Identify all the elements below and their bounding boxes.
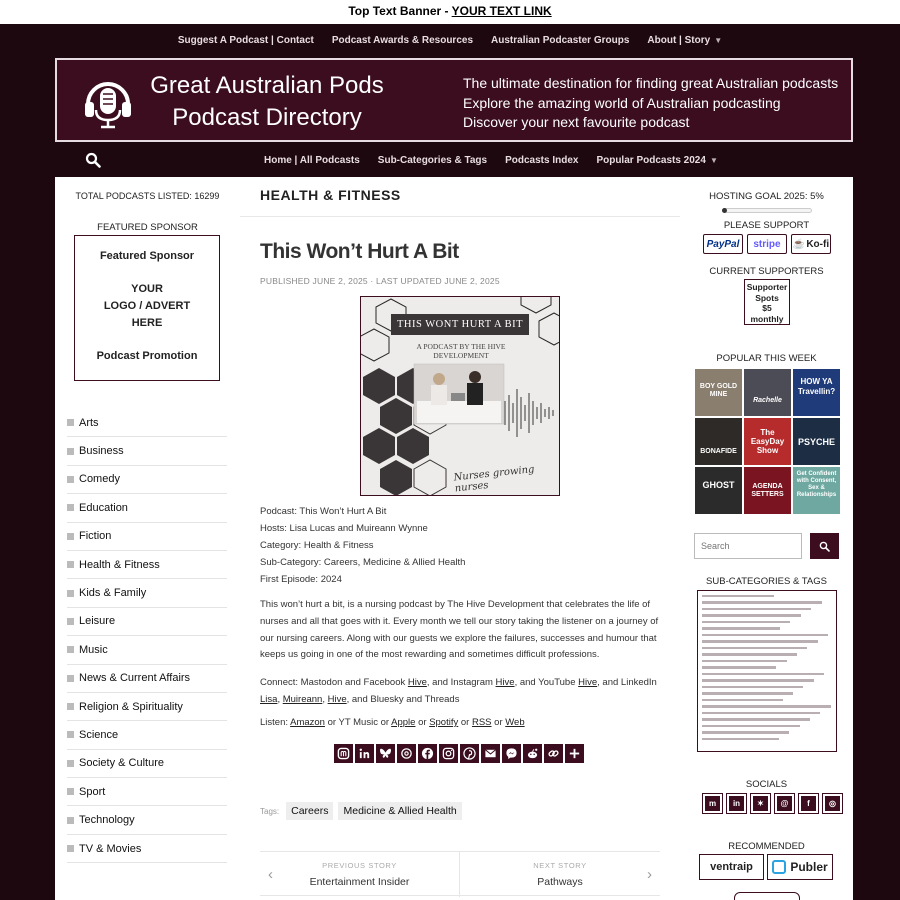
sponsor-line: LOGO / ADVERT <box>103 300 191 312</box>
divider <box>240 216 680 217</box>
top-text-banner <box>0 0 900 24</box>
category-label: Science <box>79 728 119 741</box>
podcast-headphones-logo-icon[interactable] <box>83 74 133 130</box>
category-label: Arts <box>79 416 99 429</box>
category-label: Religion & Spirituality <box>79 700 183 713</box>
bullet-icon <box>67 788 74 795</box>
top-navigation <box>0 24 900 57</box>
subcategory-text-line <box>702 627 780 629</box>
category-list <box>67 409 227 863</box>
category-item-news[interactable] <box>67 665 227 693</box>
bluesky-icon[interactable] <box>376 744 395 763</box>
thumbnail-title: BOY GOLD MINE <box>699 383 738 398</box>
detail-subcategory: Sub-Category: Careers, Medicine & Allied Health <box>260 557 466 568</box>
subcategory-text-line <box>702 692 793 694</box>
text: , <box>322 694 328 705</box>
publer-logo-button[interactable] <box>767 854 833 880</box>
reddit-icon[interactable] <box>523 744 542 763</box>
category-label: Technology <box>79 814 135 827</box>
icon-glyph: f <box>801 796 816 811</box>
subcategories-tags-label: SUB-CATEGORIES & TAGS <box>706 576 827 587</box>
bullet-icon <box>67 504 74 511</box>
popular-this-week-label: POPULAR THIS WEEK <box>716 353 817 364</box>
subcategory-text-line <box>702 712 820 714</box>
category-item-leisure[interactable] <box>67 608 227 636</box>
category-label: Health & Fitness <box>79 558 160 571</box>
post-tags <box>260 802 462 820</box>
banner-text: Top Text Banner - <box>348 4 452 18</box>
subcategory-text-line <box>702 601 822 603</box>
thumbnail-title: The EasyDay Show <box>750 428 785 455</box>
bullet-icon <box>67 419 74 426</box>
bullet-icon <box>67 703 74 710</box>
kofi-cup-icon: ☕ <box>792 238 806 250</box>
thumbnail-title: GHOST <box>702 480 735 490</box>
popular-podcast-thumbnail[interactable] <box>744 418 791 465</box>
subcategory-text-line <box>702 653 797 655</box>
featured-sponsor-box[interactable] <box>74 235 220 381</box>
cover-title: THIS WONT HURT A BIT <box>391 314 529 335</box>
text: , and YouTube <box>514 677 579 688</box>
ventraip-label: ventraip <box>710 861 753 873</box>
category-item-music[interactable] <box>67 636 227 664</box>
post-title: This Won’t Hurt A Bit <box>260 240 459 263</box>
category-label: Comedy <box>79 473 120 486</box>
bullet-icon <box>67 618 74 625</box>
nav-popular-2024[interactable] <box>587 155 726 166</box>
instagram-icon[interactable] <box>439 744 458 763</box>
bullet-icon <box>67 448 74 455</box>
subcategory-text-line <box>702 614 801 616</box>
tagline: Explore the amazing world of Australian podcasting <box>463 94 781 111</box>
link-linkedin-hive[interactable]: Hive <box>327 694 347 705</box>
subcategory-text-line <box>702 725 800 727</box>
category-item-education[interactable] <box>67 494 227 522</box>
paypal-button[interactable] <box>703 234 743 254</box>
sponsor-line: YOUR <box>131 283 163 295</box>
link-apple[interactable]: Apple <box>391 717 416 728</box>
sponsor-line: Featured Sponsor <box>99 250 195 262</box>
text: , and LinkedIn <box>597 677 657 688</box>
listen-links <box>260 717 525 728</box>
category-item-fiction[interactable] <box>67 523 227 551</box>
category-item-tv-movies[interactable] <box>67 835 227 863</box>
kofi-button[interactable] <box>791 234 831 254</box>
text: , and Bluesky and Threads <box>346 694 460 705</box>
subcategory-text-line <box>702 660 787 662</box>
bullet-icon <box>67 590 74 597</box>
recommended-partner-badge[interactable] <box>734 892 800 900</box>
subcategory-text-line <box>702 608 811 610</box>
cover-subtitle: A PODCAST BY THE HIVE DEVELOPMENT <box>416 342 506 360</box>
search-icon <box>819 541 830 552</box>
thumbnail-title: HOW YA Travellin? <box>797 377 836 396</box>
previous-story-label: PREVIOUS STORY <box>322 861 397 870</box>
site-title-line1: Great Australian Pods <box>150 72 384 99</box>
current-supporters-label: CURRENT SUPPORTERS <box>709 266 824 277</box>
link-web[interactable]: Web <box>505 717 525 728</box>
link-linkedin-lisa[interactable]: Lisa <box>260 694 278 705</box>
pinterest-icon[interactable] <box>460 744 479 763</box>
recommended-label: RECOMMENDED <box>728 841 805 852</box>
site-header <box>55 58 853 142</box>
previous-story-link[interactable] <box>260 852 460 897</box>
popular-podcast-thumbnail[interactable] <box>695 467 742 514</box>
linkedin-icon[interactable] <box>726 793 747 814</box>
tagline: The ultimate destination for finding great Australian podcasts <box>463 75 839 91</box>
tag-careers[interactable]: Careers <box>286 802 333 820</box>
main-column <box>240 177 680 900</box>
bullet-icon <box>67 561 74 568</box>
category-item-kids-family[interactable] <box>67 579 227 607</box>
category-item-health-fitness[interactable] <box>67 551 227 579</box>
text: or YT Music or <box>324 717 392 728</box>
subcategory-text-line <box>702 595 774 597</box>
post-meta: PUBLISHED JUNE 2, 2025 · LAST UPDATED JUNE 2, 2025 <box>260 276 500 286</box>
nav-about-label: About | Story <box>647 35 711 46</box>
category-label: Leisure <box>79 615 116 628</box>
sponsor-line: Podcast Promotion <box>96 350 198 362</box>
link-amazon[interactable]: Amazon <box>290 717 325 728</box>
bullet-icon <box>67 675 74 682</box>
subcategory-text-line <box>702 718 810 720</box>
bullet-icon <box>67 533 74 540</box>
category-item-sport[interactable] <box>67 778 227 806</box>
popular-podcast-thumbnail[interactable] <box>695 369 742 416</box>
chevron-left-icon: ‹ <box>268 866 273 883</box>
category-item-religion[interactable] <box>67 693 227 721</box>
kofi-label: Ko-fi <box>806 238 830 250</box>
threads-icon[interactable] <box>774 793 795 814</box>
sponsor-line: HERE <box>131 317 163 329</box>
nav-popular-label: Popular Podcasts 2024 <box>596 154 706 166</box>
post-navigation <box>260 851 660 896</box>
supporter-line: $5 <box>762 303 772 313</box>
facebook-icon[interactable] <box>418 744 437 763</box>
chevron-down-icon: ▼ <box>709 155 718 165</box>
link-instagram-hive[interactable]: Hive <box>495 677 515 688</box>
right-sidebar <box>680 177 853 900</box>
link-youtube-hive[interactable]: Hive <box>578 677 598 688</box>
bluesky-icon[interactable] <box>750 793 771 814</box>
category-item-science[interactable] <box>67 721 227 749</box>
subcategory-text-line <box>702 673 824 675</box>
stripe-label: stripe <box>753 238 781 250</box>
category-label: TV & Movies <box>79 842 142 855</box>
mastodon-icon[interactable] <box>702 793 723 814</box>
subcategory-text-line <box>702 738 779 740</box>
mastodon-icon[interactable] <box>334 744 353 763</box>
nav-about-story[interactable] <box>638 24 731 57</box>
stripe-button[interactable] <box>747 234 787 254</box>
text: or <box>415 717 430 728</box>
more-icon[interactable] <box>565 744 584 763</box>
copy-link-icon[interactable] <box>544 744 563 763</box>
main-navigation <box>55 143 853 177</box>
category-item-arts[interactable] <box>67 409 227 437</box>
subcategory-text-line <box>702 640 818 642</box>
messenger-icon[interactable] <box>502 744 521 763</box>
hosting-goal-progress-track <box>722 208 812 213</box>
previous-story-title: Entertainment Insider <box>309 876 410 888</box>
text: , <box>277 694 283 705</box>
socials-label: SOCIALS <box>745 779 788 790</box>
category-label: Business <box>79 445 124 458</box>
supporter-spots-box[interactable] <box>744 279 790 325</box>
thumbnail-title: Rachelle <box>753 397 782 404</box>
banner-link[interactable]: YOUR TEXT LINK <box>451 4 552 18</box>
featured-sponsor-label: FEATURED SPONSOR <box>97 222 198 233</box>
link-linkedin-muireann[interactable]: Muireann <box>282 694 323 705</box>
popular-podcasts-grid <box>695 369 840 514</box>
ventraip-logo-button[interactable] <box>699 854 764 880</box>
detail-category: Category: Health & Fitness <box>260 540 374 551</box>
popular-podcast-thumbnail[interactable] <box>793 467 840 514</box>
site-taglines <box>463 74 838 133</box>
hosting-goal-label: HOSTING GOAL 2025: 5% <box>709 191 824 202</box>
category-item-comedy[interactable] <box>67 466 227 494</box>
subcategory-text-line <box>702 621 790 623</box>
bullet-icon <box>67 646 74 653</box>
tags-label: Tags: <box>260 806 280 816</box>
subcategory-text-line <box>702 731 789 733</box>
detail-hosts: Hosts: Lisa Lucas and Muireann Wynne <box>260 523 428 534</box>
site-title[interactable] <box>147 70 387 134</box>
popular-podcast-thumbnail[interactable] <box>793 418 840 465</box>
bullet-icon <box>67 731 74 738</box>
subcategory-text-line <box>702 679 814 681</box>
icon-glyph: m <box>705 796 720 811</box>
chevron-right-icon: › <box>647 866 652 883</box>
thumbnail-title: Get Confident with Consent, Sex & Relationships <box>796 471 837 498</box>
text: , and Instagram <box>426 677 496 688</box>
supporter-line: monthly <box>750 313 784 324</box>
supporter-line: Spots <box>755 292 779 303</box>
social-links <box>702 793 843 814</box>
popular-podcast-thumbnail[interactable] <box>793 369 840 416</box>
next-story-link[interactable] <box>460 852 660 897</box>
text: or <box>458 717 472 728</box>
link-spotify[interactable]: Spotify <box>429 717 459 728</box>
detail-first-episode: First Episode: 2024 <box>260 574 342 585</box>
nav-home-all-podcasts[interactable]: Home | All Podcasts <box>264 154 360 166</box>
nav-subcategories-tags[interactable]: Sub-Categories & Tags <box>377 154 488 166</box>
podcast-cover-image <box>360 296 560 496</box>
bullet-icon <box>67 760 74 767</box>
thumbnail-title: BONAFIDE <box>700 448 737 455</box>
next-story-label: NEXT STORY <box>533 861 587 870</box>
subcategory-text-line <box>702 699 783 701</box>
category-heading[interactable]: HEALTH & FITNESS <box>260 187 401 203</box>
sidebar-search-input[interactable] <box>694 533 802 559</box>
subcategory-text-line <box>702 686 803 688</box>
category-label: News & Current Affairs <box>79 672 191 685</box>
popular-podcast-thumbnail[interactable] <box>695 418 742 465</box>
tag-medicine-allied-health[interactable]: Medicine & Allied Health <box>338 802 461 820</box>
please-support-label: PLEASE SUPPORT <box>723 220 810 231</box>
subcategory-text-line <box>702 634 828 636</box>
bullet-icon <box>67 845 74 852</box>
thumbnail-title: PSYCHE <box>797 437 835 447</box>
bullet-icon <box>67 817 74 824</box>
category-label: Music <box>79 643 108 656</box>
link-facebook-hive[interactable]: Hive <box>407 677 427 688</box>
category-label: Education <box>79 501 128 514</box>
link-rss[interactable]: RSS <box>471 717 492 728</box>
category-label: Society & Culture <box>79 757 164 770</box>
podcast-description: This won’t hurt a bit, is a nursing podcast by The Hive Development that celebrates the life of nurses and all that goes with it. Every month we tell our story taking the listener on a journey of our nursing careers. Along with our guests we explore the failures, successes and humour that keeps us going in one of the most rewarding and sometimes difficult professions. <box>260 599 659 661</box>
hosting-goal-progress-fill <box>722 208 727 213</box>
subcategories-tags-image[interactable] <box>697 590 837 752</box>
cover-signature: Nurses growing nurses <box>453 464 535 495</box>
nav-suggest-contact[interactable]: Suggest A Podcast | Contact <box>177 35 314 46</box>
paypal-label: PayPal <box>706 238 740 250</box>
tagline: Discover your next favourite podcast <box>463 114 690 130</box>
text: or <box>491 717 506 728</box>
category-item-technology[interactable] <box>67 806 227 834</box>
thumbnail-title: AGENDA SETTERS <box>751 483 784 498</box>
nav-podcasts-index[interactable]: Podcasts Index <box>505 154 579 166</box>
icon-glyph: in <box>729 796 744 811</box>
email-icon[interactable] <box>481 744 500 763</box>
text: Listen: <box>260 717 291 728</box>
total-podcasts-count: TOTAL PODCASTS LISTED: 16299 <box>75 191 220 201</box>
detail-podcast: Podcast: This Won’t Hurt A Bit <box>260 506 387 517</box>
category-label: Fiction <box>79 530 112 543</box>
publer-icon <box>772 860 786 874</box>
search-icon[interactable] <box>85 152 101 168</box>
category-item-business[interactable] <box>67 437 227 465</box>
publer-label: Publer <box>790 860 828 874</box>
subcategory-text-line <box>702 647 807 649</box>
popular-podcast-thumbnail[interactable] <box>744 467 791 514</box>
supporter-line: Supporter <box>746 282 788 292</box>
category-label: Sport <box>79 785 106 798</box>
share-buttons <box>334 744 584 763</box>
facebook-icon[interactable] <box>798 793 819 814</box>
icon-glyph: @ <box>777 796 792 811</box>
icon-glyph: ◎ <box>825 796 840 811</box>
threads-icon[interactable] <box>397 744 416 763</box>
site-title-line2: Podcast Directory <box>172 104 362 131</box>
sidebar-search-button[interactable] <box>810 533 839 559</box>
instagram-icon[interactable] <box>822 793 843 814</box>
nav-awards-resources[interactable]: Podcast Awards & Resources <box>331 35 474 46</box>
bullet-icon <box>67 476 74 483</box>
podcast-details <box>260 503 465 588</box>
subcategory-text-line <box>702 666 776 668</box>
linkedin-icon[interactable] <box>355 744 374 763</box>
chevron-down-icon: ▼ <box>714 36 723 45</box>
content-area <box>55 177 853 900</box>
text: Connect: Mastodon and Facebook <box>260 677 408 688</box>
icon-glyph: ✶ <box>753 796 768 811</box>
connect-links <box>260 674 665 708</box>
next-story-title: Pathways <box>537 876 583 888</box>
nav-podcaster-groups[interactable]: Australian Podcaster Groups <box>491 35 630 46</box>
subcategory-text-line <box>702 705 831 707</box>
category-item-society-culture[interactable] <box>67 750 227 778</box>
popular-podcast-thumbnail[interactable] <box>744 369 791 416</box>
category-label: Kids & Family <box>79 587 147 600</box>
